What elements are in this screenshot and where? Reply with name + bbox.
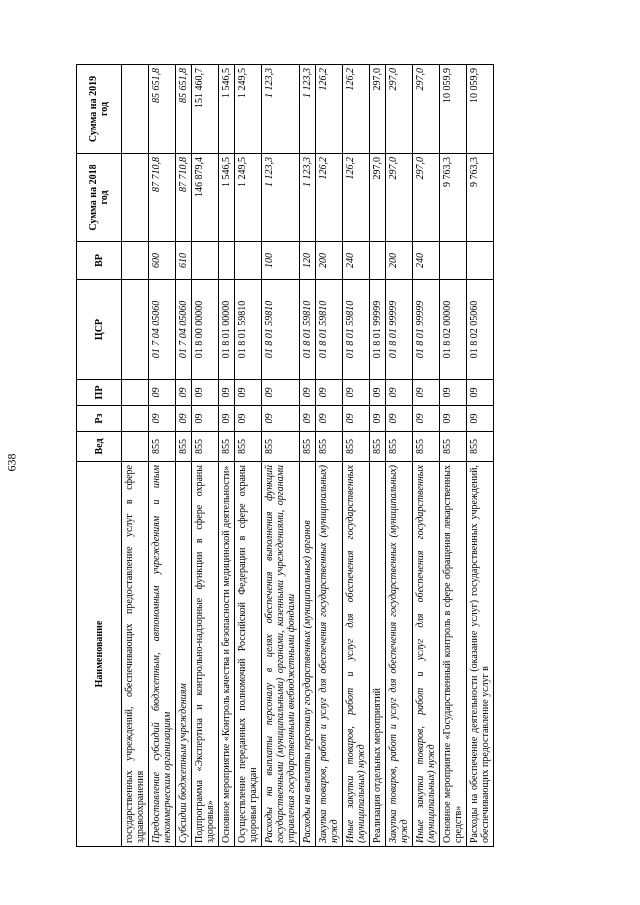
row-pr-cell: 09 [413, 380, 440, 406]
row-rz-cell: 09 [176, 406, 192, 432]
row-vr-cell: 600 [149, 242, 176, 280]
column-header-csr: ЦСР [77, 280, 122, 380]
table-row [343, 65, 370, 847]
row-name-cell: Расходы на выплаты персоналу в целях обеспечения выполнения функций государственными (муниципальными) органами, казенными учреждениями, органами управления государственными внебюджетными фондами [262, 462, 300, 847]
table-row [235, 65, 262, 847]
row-sum-2018-cell: 297,0 [386, 154, 413, 242]
row-ved-cell: 855 [149, 432, 176, 462]
row-name-cell: Расходы на обеспечение деятельности (оказание услуг) государственных учреждений, обеспечивающих предоставление услуг в [467, 462, 494, 847]
row-pr-cell: 09 [370, 380, 386, 406]
row-csr-cell: 01 8 01 59810 [262, 280, 300, 380]
row-sum-2018-cell [122, 154, 149, 242]
row-vr-cell: 610 [176, 242, 192, 280]
table-row [300, 65, 316, 847]
row-sum-2019-cell: 126,2 [316, 65, 343, 154]
row-pr-cell: 09 [467, 380, 494, 406]
row-pr-cell: 09 [316, 380, 343, 406]
row-sum-2019-cell [122, 65, 149, 154]
row-sum-2018-cell: 1 249,5 [235, 154, 262, 242]
row-sum-2018-cell: 1 123,3 [262, 154, 300, 242]
column-header-sum-2019: Сумма на 2019 год [77, 65, 122, 154]
row-rz-cell: 09 [370, 406, 386, 432]
row-ved-cell: 855 [413, 432, 440, 462]
row-vr-cell [440, 242, 467, 280]
row-csr-cell: 01 8 01 59810 [235, 280, 262, 380]
row-pr-cell: 09 [440, 380, 467, 406]
table-row [386, 65, 413, 847]
row-ved-cell: 855 [176, 432, 192, 462]
row-ved-cell: 855 [386, 432, 413, 462]
rotated-page-content [76, 65, 598, 847]
row-ved-cell: 855 [343, 432, 370, 462]
row-sum-2019-cell: 10 059,9 [467, 65, 494, 154]
row-vr-cell: 120 [300, 242, 316, 280]
row-sum-2018-cell: 297,0 [370, 154, 386, 242]
table-row [219, 65, 235, 847]
row-vr-cell [370, 242, 386, 280]
row-sum-2018-cell: 126,2 [343, 154, 370, 242]
row-name-cell: Иные закупки товаров, работ и услуг для обеспечения государственных (муниципальных) нужд [413, 462, 440, 847]
row-sum-2019-cell: 297,0 [386, 65, 413, 154]
row-sum-2019-cell: 151 460,7 [192, 65, 219, 154]
row-name-cell: Иные закупки товаров, работ и услуг для обеспечения государственных (муниципальных) нужд [343, 462, 370, 847]
row-ved-cell: 855 [316, 432, 343, 462]
row-csr-cell: 01 8 01 99999 [370, 280, 386, 380]
row-vr-cell [122, 242, 149, 280]
row-pr-cell: 09 [300, 380, 316, 406]
row-sum-2019-cell: 85 651,8 [176, 65, 192, 154]
row-name-cell: Закупка товаров, работ и услуг для обеспечения государственных (муниципальных) нужд [316, 462, 343, 847]
row-sum-2019-cell: 1 123,3 [300, 65, 316, 154]
table-header-row [77, 65, 122, 847]
row-vr-cell [219, 242, 235, 280]
row-name-cell: Закупка товаров, работ и услуг для обеспечения государственных (муниципальных) нужд [386, 462, 413, 847]
row-rz-cell: 09 [262, 406, 300, 432]
row-ved-cell: 855 [370, 432, 386, 462]
row-csr-cell: 01 8 01 99999 [413, 280, 440, 380]
row-sum-2019-cell: 1 123,3 [262, 65, 300, 154]
row-sum-2019-cell: 85 651,8 [149, 65, 176, 154]
row-rz-cell: 09 [386, 406, 413, 432]
row-pr-cell: 09 [262, 380, 300, 406]
table-row [440, 65, 467, 847]
row-csr-cell: 01 8 01 59810 [300, 280, 316, 380]
row-pr-cell: 09 [192, 380, 219, 406]
row-csr-cell: 01 8 00 00000 [192, 280, 219, 380]
row-rz-cell: 09 [467, 406, 494, 432]
table-row [149, 65, 176, 847]
table-row [262, 65, 300, 847]
row-pr-cell: 09 [343, 380, 370, 406]
row-vr-cell: 200 [316, 242, 343, 280]
row-vr-cell [192, 242, 219, 280]
row-pr-cell [122, 380, 149, 406]
row-rz-cell: 09 [343, 406, 370, 432]
row-rz-cell: 09 [192, 406, 219, 432]
row-sum-2018-cell: 87 710,8 [149, 154, 176, 242]
row-csr-cell: 01 8 02 05060 [467, 280, 494, 380]
row-pr-cell: 09 [176, 380, 192, 406]
row-vr-cell [235, 242, 262, 280]
table-body [122, 65, 494, 847]
row-sum-2019-cell: 1 546,5 [219, 65, 235, 154]
row-ved-cell: 855 [262, 432, 300, 462]
row-sum-2018-cell: 1 123,3 [300, 154, 316, 242]
row-name-cell: Основное мероприятие «Контроль качества и безопасности медицинской деятельности» [219, 462, 235, 847]
budget-table [76, 64, 494, 847]
row-ved-cell: 855 [440, 432, 467, 462]
row-csr-cell: 01 8 02 00000 [440, 280, 467, 380]
row-rz-cell: 09 [440, 406, 467, 432]
row-rz-cell: 09 [235, 406, 262, 432]
row-name-cell: государственных учреждений, обеспечивающих предоставление услуг в сфере здравоохранения [122, 462, 149, 847]
row-name-cell: Подпрограмма «Экспертиза и контрольно-надзорные функции в сфере охраны здоровья» [192, 462, 219, 847]
row-sum-2019-cell: 10 059,9 [440, 65, 467, 154]
row-rz-cell: 09 [413, 406, 440, 432]
row-sum-2019-cell: 1 249,5 [235, 65, 262, 154]
row-sum-2018-cell: 146 879,4 [192, 154, 219, 242]
row-ved-cell: 855 [192, 432, 219, 462]
table-row [192, 65, 219, 847]
row-name-cell: Осуществление переданных полномочий Российской Федерации в сфере охраны здоровья граждан [235, 462, 262, 847]
row-pr-cell: 09 [149, 380, 176, 406]
row-sum-2018-cell: 126,2 [316, 154, 343, 242]
row-csr-cell [122, 280, 149, 380]
table-row [176, 65, 192, 847]
row-rz-cell: 09 [316, 406, 343, 432]
column-header-name: Наименование [77, 462, 122, 847]
row-name-cell: Предоставление субсидий бюджетным, автономным учреждениям и иным некоммерческим организациям [149, 462, 176, 847]
row-rz-cell: 09 [149, 406, 176, 432]
row-sum-2019-cell: 297,0 [413, 65, 440, 154]
row-csr-cell: 01 7 04 05060 [176, 280, 192, 380]
column-header-sum-2018: Сумма на 2018 год [77, 154, 122, 242]
row-pr-cell: 09 [219, 380, 235, 406]
table-row [467, 65, 494, 847]
row-sum-2018-cell: 9 763,3 [440, 154, 467, 242]
table-row [122, 65, 149, 847]
row-sum-2019-cell: 297,0 [370, 65, 386, 154]
row-ved-cell: 855 [219, 432, 235, 462]
row-sum-2018-cell: 9 763,3 [467, 154, 494, 242]
row-sum-2019-cell: 126,2 [343, 65, 370, 154]
row-csr-cell: 01 8 01 59810 [343, 280, 370, 380]
column-header-pr: ПР [77, 380, 122, 406]
table-row [370, 65, 386, 847]
row-vr-cell: 240 [343, 242, 370, 280]
row-name-cell: Основное мероприятие «Государственный контроль в сфере обращения лекарственных средств» [440, 462, 467, 847]
row-pr-cell: 09 [235, 380, 262, 406]
row-sum-2018-cell: 87 710,8 [176, 154, 192, 242]
page-number: 638 [4, 453, 19, 472]
row-csr-cell: 01 8 01 99999 [386, 280, 413, 380]
row-vr-cell: 200 [386, 242, 413, 280]
row-ved-cell [122, 432, 149, 462]
row-sum-2018-cell: 297,0 [413, 154, 440, 242]
row-vr-cell [467, 242, 494, 280]
column-header-rz: Рз [77, 406, 122, 432]
row-ved-cell: 855 [300, 432, 316, 462]
row-csr-cell: 01 8 01 59810 [316, 280, 343, 380]
row-rz-cell: 09 [300, 406, 316, 432]
row-ved-cell: 855 [467, 432, 494, 462]
column-header-ved: Вед [77, 432, 122, 462]
row-pr-cell: 09 [386, 380, 413, 406]
row-rz-cell [122, 406, 149, 432]
table-row [316, 65, 343, 847]
table-row [413, 65, 440, 847]
row-rz-cell: 09 [219, 406, 235, 432]
row-name-cell: Реализация отдельных мероприятий [370, 462, 386, 847]
row-vr-cell: 100 [262, 242, 300, 280]
row-csr-cell: 01 7 04 05060 [149, 280, 176, 380]
row-name-cell: Субсидии бюджетным учреждениям [176, 462, 192, 847]
row-name-cell: Расходы на выплаты персоналу государственных (муниципальных) органов [300, 462, 316, 847]
row-vr-cell: 240 [413, 242, 440, 280]
row-csr-cell: 01 8 01 00000 [219, 280, 235, 380]
row-ved-cell: 855 [235, 432, 262, 462]
column-header-vr: ВР [77, 242, 122, 280]
row-sum-2018-cell: 1 546,5 [219, 154, 235, 242]
